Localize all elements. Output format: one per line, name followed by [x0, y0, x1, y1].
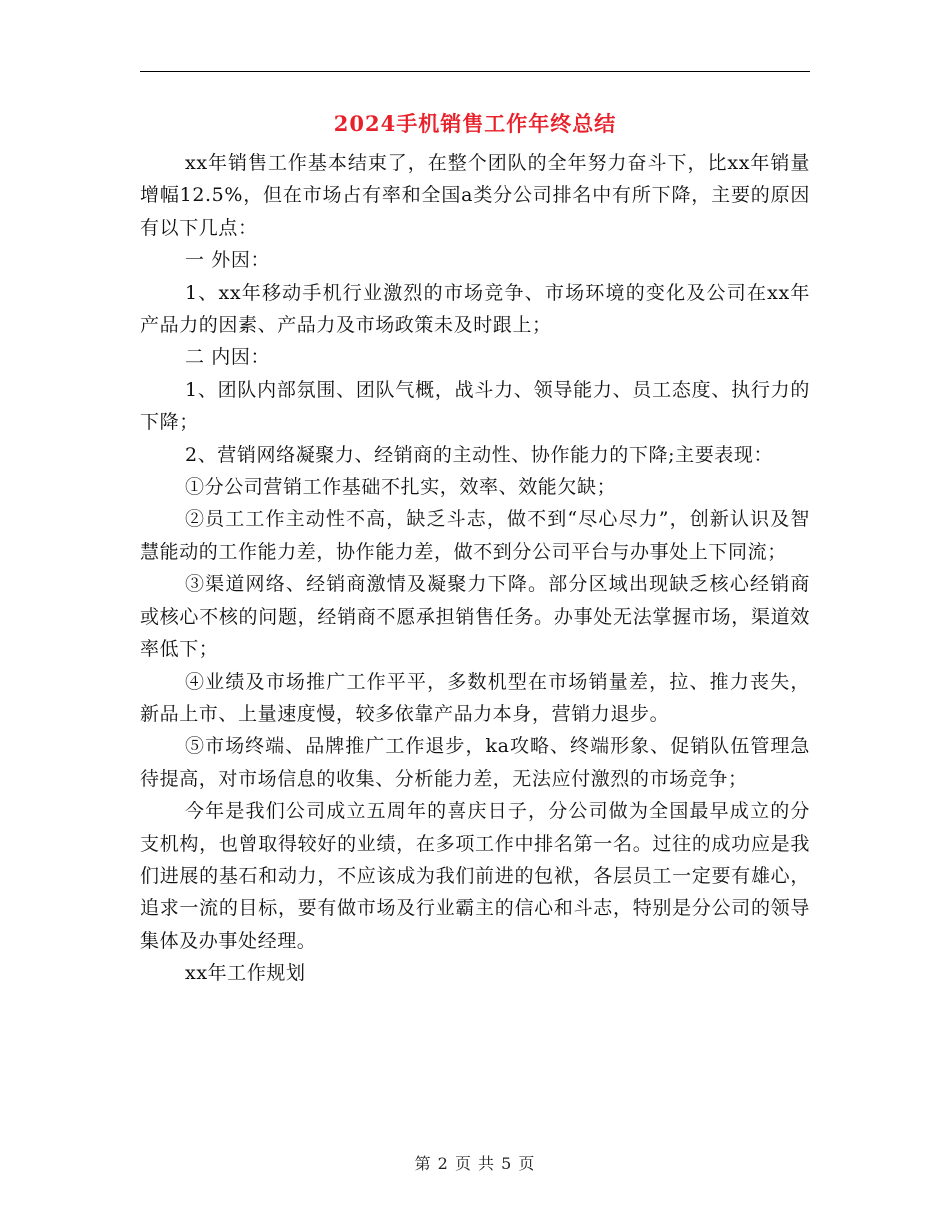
paragraph-external-1: 1、xx年移动手机行业激烈的市场竞争、市场环境的变化及公司在xx年产品力的因素、产品力及市场政策未及时跟上； [140, 281, 810, 337]
page-number: 第 2 页 共 5 页 [414, 1154, 536, 1173]
heading-internal-causes: 二 内因： [185, 346, 271, 369]
heading-work-plan: xx年工作规划 [185, 962, 306, 985]
heading-external-causes: 一 外因： [185, 249, 271, 272]
paragraph-intro: xx年销售工作基本结束了，在整个团队的全年努力奋斗下，比xx年销量增幅12.5%，但在市场占有率和全国a类分公司排名中有所下降，主要的原因有以下几点： [140, 152, 810, 239]
list-item-2: ②员工工作主动性不高，缺乏斗志，做不到“尽心尽力”，创新认识及智慧能动的工作能力差，协作能力差，做不到分公司平台与办事处上下同流； [140, 508, 810, 563]
document-body [140, 147, 810, 990]
list-item-5: ⑤市场终端、品牌推广工作退步，ka攻略、终端形象、促销队伍管理急待提高，对市场信息的收集、分析能力差，无法应付激烈的市场竞争； [140, 735, 810, 790]
document-title: 2024手机销售工作年终总结 [333, 111, 617, 136]
paragraph-anniversary: 今年是我们公司成立五周年的喜庆日子，分公司做为全国最早成立的分支机构，也曾取得较好的业绩，在多项工作中排名第一名。过往的成功应是我们进展的基石和动力，不应该成为我们前进的包袱，各层员工一定要有雄心，追求一流的目标，要有做市场及行业霸主的信心和斗志，特别是分公司的领导集体及办事处经理。 [140, 800, 810, 952]
list-item-4: ④业绩及市场推广工作平平，多数机型在市场销量差，拉、推力丧失，新品上市、上量速度慢，较多依靠产品力本身，营销力退步。 [140, 670, 810, 725]
paragraph-internal-2: 2、营销网络凝聚力、经销商的主动性、协作能力的下降;主要表现： [185, 443, 774, 466]
list-item-1: ①分公司营销工作基础不扎实，效率、效能欠缺； [185, 476, 617, 499]
list-item-3: ③渠道网络、经销商激情及凝聚力下降。部分区域出现缺乏核心经销商或核心不核的问题，经销商不愿承担销售任务。办事处无法掌握市场，渠道效率低下； [140, 573, 810, 661]
header-rule [140, 71, 810, 72]
paragraph-internal-1: 1、团队内部氛围、团队气概，战斗力、领导能力、员工态度、执行力的下降； [140, 378, 810, 434]
